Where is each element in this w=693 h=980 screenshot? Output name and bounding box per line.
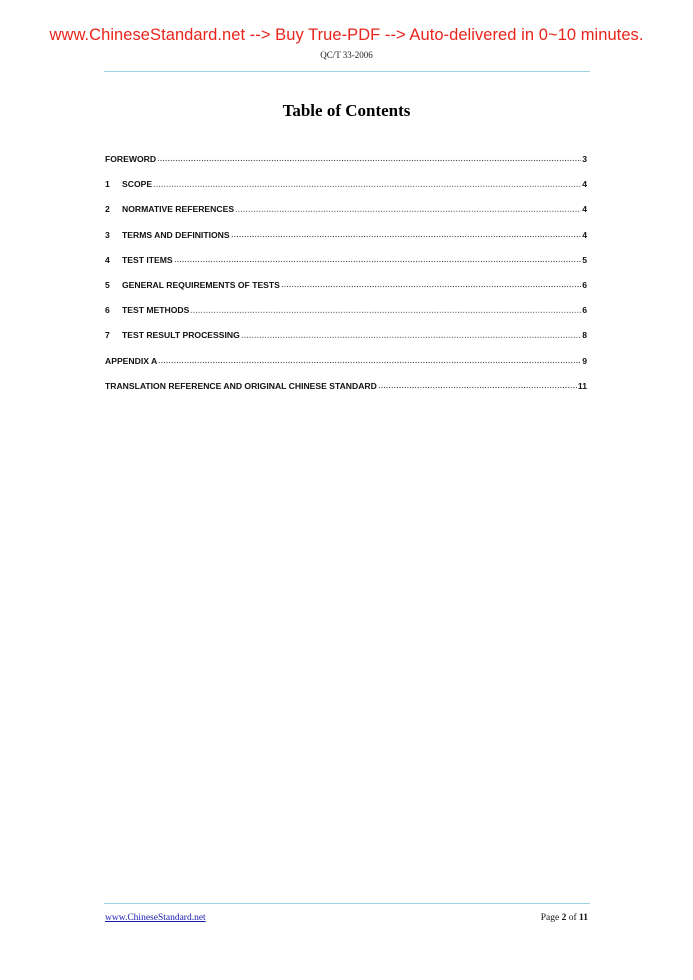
header-divider (104, 71, 590, 72)
toc-entry-foreword[interactable] (105, 154, 587, 179)
footer-website-link[interactable]: www.ChineseStandard.net (105, 913, 206, 923)
current-page-number: 2 (561, 913, 567, 923)
page-prefix: Page (540, 913, 560, 923)
toc-entry-label: NORMATIVE REFERENCES (122, 204, 235, 215)
dot-leader (378, 381, 577, 389)
page-indicator (541, 913, 588, 923)
document-number: QC/T 33-2006 (320, 50, 373, 60)
table-of-contents (105, 154, 587, 406)
toc-entry-appendix-a[interactable] (105, 356, 587, 381)
toc-entry-normative-references[interactable] (105, 204, 587, 229)
dot-leader (158, 356, 581, 364)
toc-entry-scope[interactable] (105, 179, 587, 204)
toc-entry-label: TEST METHODS (122, 305, 190, 316)
dot-leader (281, 280, 581, 288)
promo-banner[interactable]: www.ChineseStandard.net --> Buy True-PDF --> Auto-delivered in 0~10 minutes. (49, 26, 644, 44)
toc-entry-label: APPENDIX A (105, 355, 158, 366)
dot-leader (174, 255, 582, 263)
toc-entry-label: TERMS AND DEFINITIONS (122, 229, 230, 240)
dot-leader (241, 330, 581, 338)
dot-leader (157, 154, 581, 162)
toc-entry-label: FOREWORD (105, 154, 157, 164)
toc-entry-page: 6 (582, 305, 587, 316)
toc-entry-number: 6 (105, 305, 110, 316)
dot-leader (190, 305, 581, 313)
toc-entry-number: 3 (105, 229, 110, 240)
toc-entry-test-result-processing[interactable] (105, 330, 587, 355)
toc-entry-label: SCOPE (122, 179, 153, 190)
toc-entry-page: 6 (582, 279, 587, 290)
toc-entry-page: 4 (582, 179, 587, 190)
toc-title: Table of Contents (282, 101, 411, 120)
toc-entry-page: 9 (582, 355, 587, 366)
toc-entry-page: 3 (582, 154, 587, 164)
toc-entry-label: TEST RESULT PROCESSING (122, 330, 240, 341)
toc-entry-number: 4 (105, 254, 110, 265)
toc-entry-page: 4 (582, 229, 587, 240)
toc-entry-number: 7 (105, 330, 110, 341)
toc-entry-test-methods[interactable] (105, 305, 587, 330)
footer-divider (104, 903, 590, 904)
toc-entry-terms-and-definitions[interactable] (105, 230, 587, 255)
toc-entry-label: GENERAL REQUIREMENTS OF TESTS (122, 279, 280, 290)
dot-leader (231, 230, 582, 238)
page-of: of (568, 913, 577, 923)
dot-leader (153, 179, 581, 187)
toc-entry-number: 1 (105, 179, 110, 190)
toc-entry-test-items[interactable] (105, 255, 587, 280)
toc-entry-page: 11 (577, 380, 587, 391)
toc-entry-number: 2 (105, 204, 110, 215)
toc-entry-label: TEST ITEMS (122, 254, 173, 265)
toc-entry-page: 8 (582, 330, 587, 341)
dot-leader (235, 204, 581, 212)
total-page-count: 11 (579, 913, 588, 923)
toc-entry-page: 4 (582, 204, 587, 215)
toc-entry-label: TRANSLATION REFERENCE AND ORIGINAL CHINESE STANDARD (105, 380, 377, 391)
toc-entry-general-requirements[interactable] (105, 280, 587, 305)
toc-entry-translation-reference[interactable] (105, 381, 587, 406)
toc-entry-number: 5 (105, 279, 110, 290)
toc-entry-page: 5 (582, 254, 587, 265)
